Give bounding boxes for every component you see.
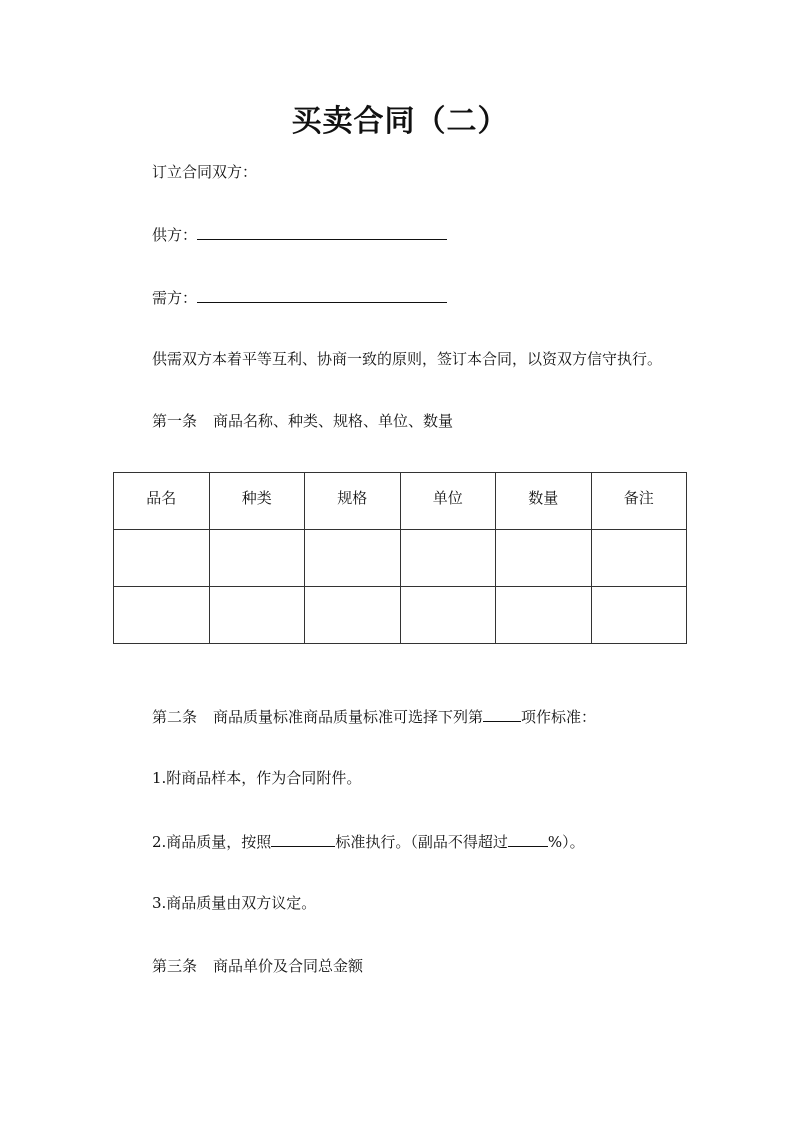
article-1-number: 第一条 — [152, 412, 198, 430]
document-title: 买卖合同（二） — [291, 104, 509, 139]
option-2-prefix: 2.商品质量，按照 — [152, 833, 272, 851]
table-cell[interactable] — [209, 530, 305, 587]
standard-item-blank[interactable] — [483, 706, 521, 722]
table-cell[interactable] — [400, 530, 496, 587]
quality-option-2 — [152, 831, 585, 852]
table-cell[interactable] — [591, 530, 687, 587]
table-cell[interactable] — [496, 530, 592, 587]
parties-intro: 订立合同双方： — [152, 163, 258, 181]
table-header-row — [114, 473, 687, 530]
table-cell[interactable] — [591, 587, 687, 644]
principle-text: 供需双方本着平等互利、协商一致的原则，签订本合同，以资双方信守执行。 — [152, 350, 663, 368]
article-3-heading — [152, 956, 363, 976]
table-cell[interactable] — [496, 587, 592, 644]
supplier-label: 供方： — [152, 226, 198, 244]
article-1-heading — [152, 411, 453, 431]
supplier-line — [152, 224, 447, 245]
article-2-heading — [152, 706, 596, 727]
quality-option-3: 3.商品质量由双方议定。 — [152, 894, 317, 912]
option-2-middle: 标准执行。（副品不得超过 — [335, 833, 508, 851]
quality-option-1: 1.附商品样本，作为合同附件。 — [152, 769, 362, 787]
table-row — [114, 587, 687, 644]
supplier-blank[interactable] — [197, 224, 447, 240]
table-header-cell: 种类 — [209, 473, 305, 530]
table-row — [114, 530, 687, 587]
table-header-cell: 数量 — [496, 473, 592, 530]
table-cell[interactable] — [114, 530, 210, 587]
buyer-blank[interactable] — [197, 287, 447, 303]
goods-table — [113, 472, 687, 644]
article-3-text: 商品单价及合同总金额 — [213, 957, 364, 975]
defect-percent-blank[interactable] — [508, 831, 548, 847]
article-2-suffix: 项作标准： — [521, 708, 597, 726]
buyer-label: 需方： — [152, 289, 198, 307]
table-cell[interactable] — [400, 587, 496, 644]
option-2-suffix: %）。 — [547, 833, 585, 851]
table-header-cell: 单位 — [400, 473, 496, 530]
standard-name-blank[interactable] — [271, 831, 335, 847]
table-cell[interactable] — [305, 587, 401, 644]
article-1-text: 商品名称、种类、规格、单位、数量 — [213, 412, 454, 430]
table-cell[interactable] — [209, 587, 305, 644]
table-header-cell: 品名 — [114, 473, 210, 530]
article-3-number: 第三条 — [152, 957, 198, 975]
article-2-text: 商品质量标准商品质量标准可选择下列第 — [213, 708, 484, 726]
table-cell[interactable] — [305, 530, 401, 587]
table-cell[interactable] — [114, 587, 210, 644]
table-header-cell: 规格 — [305, 473, 401, 530]
buyer-line — [152, 287, 447, 308]
article-2-number: 第二条 — [152, 708, 198, 726]
table-header-cell: 备注 — [591, 473, 687, 530]
